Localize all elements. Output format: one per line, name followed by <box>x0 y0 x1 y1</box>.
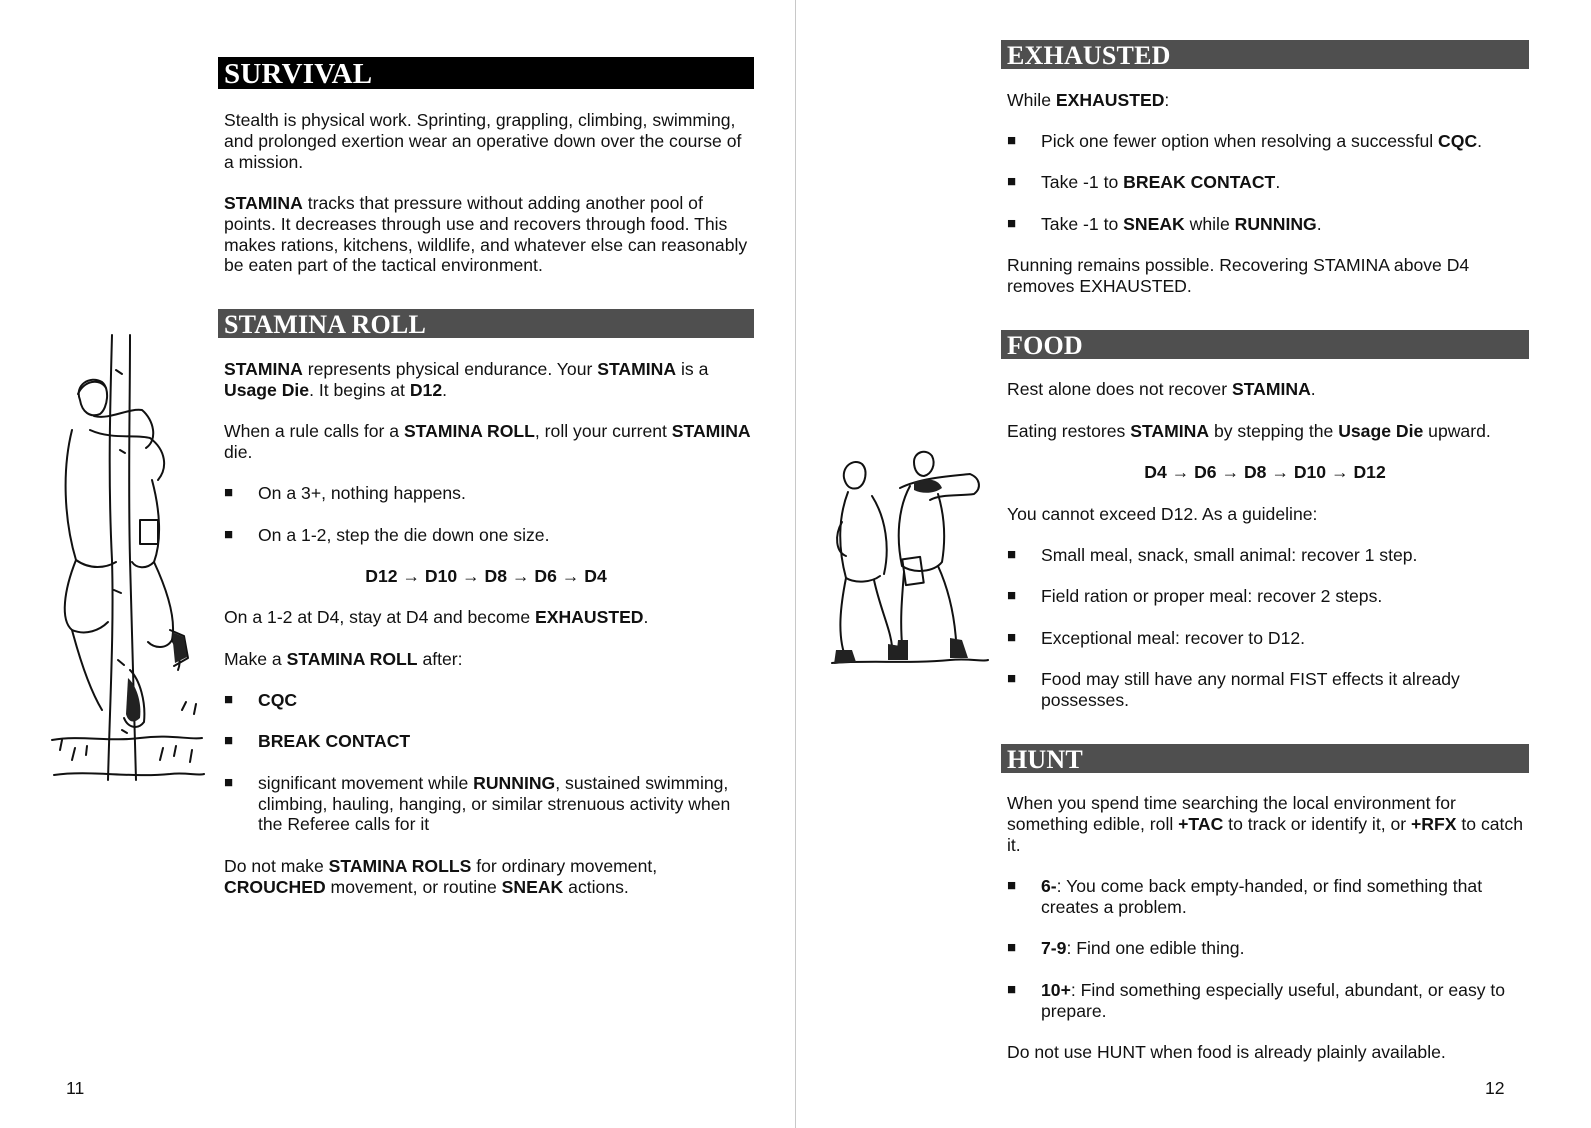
section-title-food: FOOD <box>1001 330 1529 359</box>
section-title-exhausted: EXHAUSTED <box>1001 40 1529 69</box>
list-item: ■ Take -1 to BREAK CONTACT. <box>1007 172 1281 193</box>
list-item: ■ 6-: You come back empty-handed, or find something that creates a problem. <box>1007 876 1483 918</box>
page-left <box>0 0 795 1128</box>
food-paragraph-2: Eating restores STAMINA by stepping the Usage Die upward. <box>1007 420 1491 441</box>
page-number: 12 <box>1485 1078 1505 1098</box>
list-item: ■ Food may still have any normal FIST effects it already possesses. <box>1007 669 1460 710</box>
list-item: ■ Pick one fewer option when resolving a successful CQC. <box>1007 130 1483 151</box>
list-item: ■ Field ration or proper meal: recover 2 steps. <box>1007 586 1383 607</box>
list-item: ■ BREAK CONTACT <box>224 731 411 752</box>
stamina-roll-paragraph-1: STAMINA represents physical endurance. Your STAMINA is a Usage Die. It begins at D12. <box>224 358 709 400</box>
survival-paragraph-2: STAMINA tracks that pressure without adding another pool of points. It decreases through use and recovers through food. This makes rations, kitchens, wildlife, and whatever else can reasonably be eaten part of the tactical environment. <box>224 192 748 276</box>
stamina-roll-paragraph-2: When a rule calls for a STAMINA ROLL, roll your current STAMINA die. <box>224 420 751 462</box>
cqc-grapple-illustration <box>830 448 990 673</box>
list-item: ■ significant movement while RUNNING, sustained swimming, climbing, hauling, hanging, or similar strenuous activity when the Referee calls for it <box>224 772 731 835</box>
page-number: 11 <box>66 1078 85 1098</box>
food-paragraph-3: You cannot exceed D12. As a guideline: <box>1007 503 1318 524</box>
list-item: ■ CQC <box>224 690 298 711</box>
list-item: ■ On a 1-2, step the die down one size. <box>224 524 550 545</box>
die-step-chain: D12 → D10 → D8 → D6 → D4 <box>365 565 607 586</box>
food-paragraph-1: Rest alone does not recover STAMINA. <box>1007 379 1316 400</box>
section-title-survival: SURVIVAL <box>218 57 754 89</box>
list-item: ■ On a 3+, nothing happens. <box>224 483 466 504</box>
right-column <box>1001 40 1529 1063</box>
exhausted-intro: While EXHAUSTED: <box>1007 89 1170 110</box>
die-step-chain: D4 → D6 → D8 → D10 → D12 <box>1144 462 1386 483</box>
section-title-stamina-roll: STAMINA ROLL <box>218 309 754 338</box>
climbing-soldier-illustration <box>50 330 205 795</box>
stamina-roll-paragraph-5: Do not make STAMINA ROLLS for ordinary movement, CROUCHED movement, or routine SNEAK actions. <box>224 855 658 897</box>
stamina-roll-paragraph-4: Make a STAMINA ROLL after: <box>224 648 463 669</box>
left-column <box>218 57 754 897</box>
list-item: ■ Take -1 to SNEAK while RUNNING. <box>1007 213 1322 234</box>
list-item: ■ 10+: Find something especially useful, abundant, or easy to prepare. <box>1007 979 1506 1021</box>
section-title-hunt: HUNT <box>1001 744 1529 773</box>
hunt-outro: Do not use HUNT when food is already plainly available. <box>1007 1042 1446 1063</box>
list-item: ■ Small meal, snack, small animal: recover 1 step. <box>1007 544 1418 565</box>
list-item: ■ Exceptional meal: recover to D12. <box>1007 627 1306 648</box>
stamina-roll-paragraph-3: On a 1-2 at D4, stay at D4 and become EXHAUSTED. <box>224 607 649 628</box>
exhausted-outro: Running remains possible. Recovering STAMINA above D4 removes EXHAUSTED. <box>1007 255 1470 296</box>
hunt-paragraph-1: When you spend time searching the local environment for something edible, roll +TAC to track or identify it, or +RFX to catch it. <box>1007 793 1524 855</box>
survival-paragraph-1: Stealth is physical work. Sprinting, grappling, climbing, swimming, and prolonged exertion wear an operative down over the course of a mission. <box>224 110 742 172</box>
list-item: ■ 7-9: Find one edible thing. <box>1007 938 1245 959</box>
